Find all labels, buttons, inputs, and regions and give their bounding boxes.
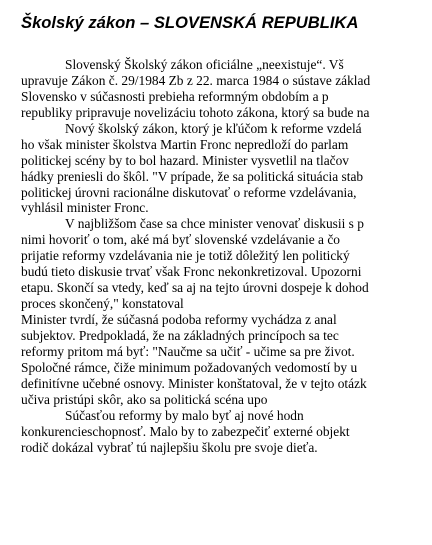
text-line: Slovenský Školský zákon oficiálne „neexistuje“. Vš	[65, 57, 344, 72]
text-line: Spoločné rámce, čiže minimum požadovaných vedomostí by u	[21, 359, 358, 375]
text-line: Súčasťou reformy by malo byť aj nové hodn	[65, 407, 304, 423]
text-line: Nový školský zákon, ktorý je kľúčom k reforme vzdelá	[65, 120, 362, 136]
text-line: politickej scény by to bol hazard. Minister vysvetlil na tlačov	[21, 152, 349, 168]
text-line: subjektov. Predpokladá, že na základných princípoch sa tec	[21, 327, 339, 343]
text-line: učiva pristúpi skôr, ako sa politická scéna upo	[21, 391, 268, 407]
text-line: konkurencieschopnosť. Malo by to zabezpečiť externé objekt	[21, 423, 350, 439]
document-title: Školský zákon – SLOVENSKÁ REPUBLIKA	[21, 13, 359, 32]
text-line: rodič dokázal vybrať tú najlepšiu školu pre svoje dieťa.	[21, 439, 318, 455]
document-body	[21, 57, 432, 455]
text-line: definitívne učebné osnovy. Minister konštatoval, že v tejto otázk	[21, 375, 367, 391]
text-line: hádky preniesli do škôl. "V prípade, že sa politická situácia stab	[21, 168, 364, 184]
text-line: Minister tvrdí, že súčasná podoba reformy vychádza z anal	[21, 312, 337, 327]
text-line: budú tieto diskusie trvať však Fronc nekonkretizoval. Upozorni	[21, 264, 362, 280]
text-line: V najbližšom čase sa chce minister venovať diskusii s p	[65, 216, 364, 232]
text-line: Slovensko v súčasnosti prebieha reformným obdobím a p	[21, 88, 329, 104]
text-line: etapu. Skončí sa vtedy, keď sa aj na tejto úrovni dospeje k dohod	[21, 280, 369, 296]
text-line: ho však minister školstva Martin Fronc nepredloží do parlam	[21, 136, 349, 152]
text-line: proces skončený," konstatoval	[21, 296, 184, 312]
text-line: reformy pritom má byť: "Naučme sa učiť - učime sa pre život.	[21, 343, 355, 359]
text-line: upravuje Zákon č. 29/1984 Zb z 22. marca 1984 o sústave základ	[21, 72, 371, 88]
text-line: nimi hovoriť o tom, aké má byť slovenské vzdelávanie a čo	[21, 232, 340, 248]
text-line: politickej úrovni racionálne diskutovať o reforme vzdelávania,	[21, 184, 357, 200]
text-line: republiky pripravuje novelizáciu tohoto zákona, ktorý sa bude na	[21, 104, 370, 120]
text-line: prijatie reformy vzdelávania nie je totiž dôležitý len politický	[21, 248, 350, 264]
text-line: vyhlásil minister Fronc.	[21, 200, 149, 216]
